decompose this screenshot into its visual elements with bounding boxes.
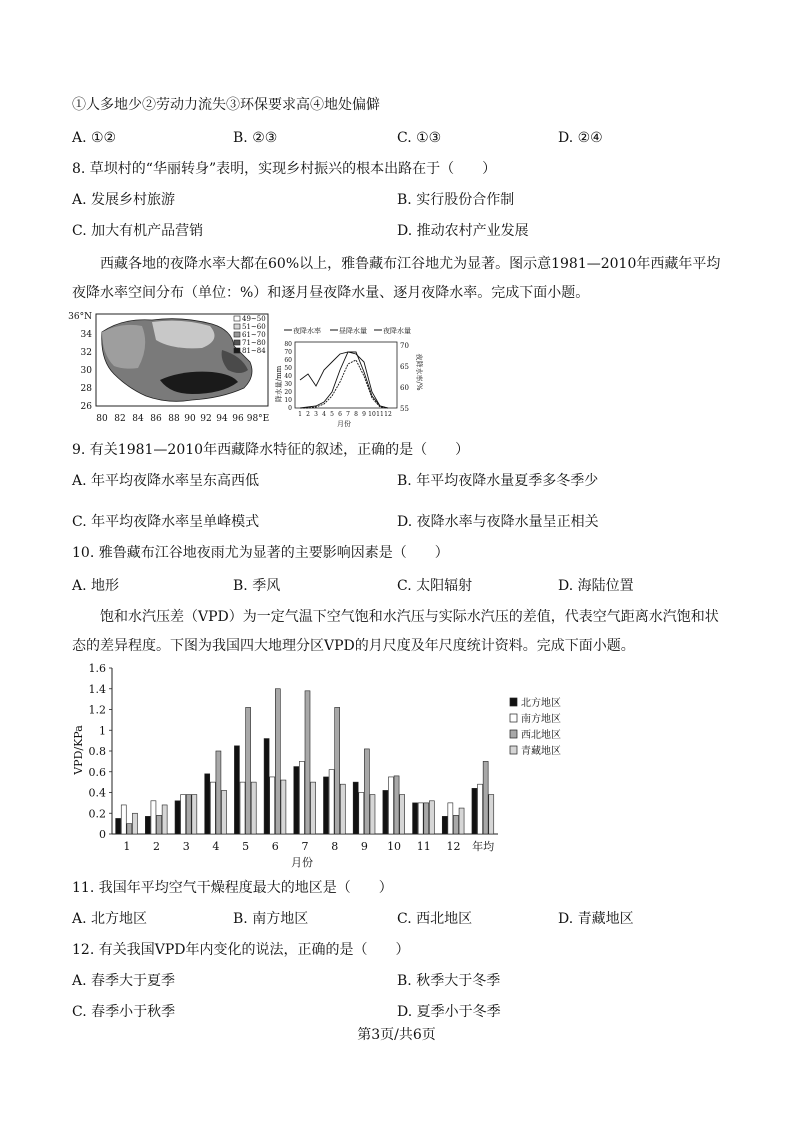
q7-option-c[interactable]: C. ①③ [397,130,442,146]
x-tick-label: 6 [271,840,279,853]
q8-option-c[interactable]: C. 加大有机产品营销 [72,223,204,239]
vpd-bar [157,815,162,834]
q8-stem: 8. 草坝村的“华丽转身”表明，实现乡村振兴的根本出路在于（ ） [72,161,497,177]
vpd-legend [510,696,561,757]
small-chart-frame [295,342,397,408]
vpd-bar [145,816,150,834]
q12-option-c[interactable]: C. 春季小于秋季 [72,1004,176,1020]
legend-label: 西北地区 [521,730,561,741]
vpd-bar [429,801,434,834]
vpd-bar [383,790,388,834]
vpd-bar [459,808,464,834]
y-tick-label: 1.6 [88,662,106,675]
q11-option-d[interactable]: D. 青藏地区 [558,911,634,927]
legend-swatch [234,348,240,353]
lon-tick: 98°E [246,414,270,424]
vpd-bar [400,795,405,834]
tick: 0 [288,405,292,412]
vpd-bar [311,782,316,834]
tick: 1 [298,411,302,418]
tick: 70 [284,349,292,356]
x-tick-label: 8 [331,840,339,853]
night-precip-line [300,360,388,408]
x-tick-label: 2 [153,840,161,853]
vpd-bar [151,801,156,834]
map-legend [234,315,266,355]
vpd-bar [162,805,167,834]
y-tick-label: 0.8 [88,745,106,758]
vpd-bar [364,749,369,834]
vpd-bar [394,776,399,834]
tick: 6 [338,411,342,418]
map-lon-ticks [96,414,269,424]
tick: 60 [400,384,409,392]
vpd-bar [353,782,358,834]
tibet-monthly-precip-chart [274,322,422,428]
tick: 7 [346,411,350,418]
y-tick-label: 1.4 [88,682,106,696]
page-footer: 第3页/共6页 [357,1027,436,1043]
vpd-bar [294,767,299,834]
vpd-x-label: 月份 [291,856,313,869]
vpd-bar [359,793,364,835]
x-label: 月份 [337,420,351,428]
q10-option-a[interactable]: A. 地形 [72,578,120,594]
tick: 80 [284,341,292,348]
tick: 9 [362,411,366,418]
legend-label: 青藏地区 [521,746,561,757]
y-left-label: 降水量/mm [275,365,283,403]
vpd-bar [270,777,275,834]
tick: 55 [400,405,409,413]
y-tick-label: 0 [99,828,106,841]
lon-tick: 80 [96,414,108,424]
vpd-bar [299,761,304,834]
legend-swatch [234,332,240,337]
legend-label: 71~80 [242,339,266,347]
q12-option-b[interactable]: B. 秋季大于冬季 [397,973,501,989]
x-tick-label: 4 [212,840,220,853]
q9-stem: 9. 有关1981—2010年西藏降水特征的叙述，正确的是（ ） [72,442,470,458]
q8-option-a[interactable]: A. 发展乡村旅游 [72,192,176,208]
legend-swatch [234,340,240,345]
q10-option-b[interactable]: B. 季风 [233,578,281,594]
vpd-bar [489,795,494,834]
tick: 10 [284,397,292,404]
q8-option-b[interactable]: B. 实行股份合作制 [397,192,515,208]
tick: 12 [384,411,392,418]
x-tick-label: 10 [387,840,402,853]
vpd-bar-chart [72,660,561,872]
vpd-bar [472,788,477,834]
tick: 20 [284,389,292,396]
lon-tick: 82 [114,414,126,424]
vpd-bar [251,782,256,834]
vpd-bar [335,707,340,834]
q11-option-b[interactable]: B. 南方地区 [233,911,309,927]
q11-stem: 11. 我国年平均空气干燥程度最大的地区是（ ） [72,880,393,896]
tick: 50 [284,365,292,372]
tick: 10 [368,411,376,418]
lon-tick: 96 [232,414,244,424]
lon-tick: 86 [150,414,162,424]
y-tick-label: 0.4 [88,786,106,800]
q7-option-b[interactable]: B. ②③ [233,130,278,146]
vpd-bar [388,777,393,834]
legend-label: 南方地区 [521,714,561,725]
legend-swatch [510,746,517,754]
y-left-ticks [284,341,292,412]
passage-vpd: 饱和水汽压差（VPD）为一定气温下空气饱和水汽压与实际水汽压的差值，代表空气距离水汽饱和状态的差异程度。下图为我国四大地理分区VPD的月尺度及年尺度统计资料。完成下面小题。 [72,609,719,654]
q9-option-d[interactable]: D. 夜降水率与夜降水量呈正相关 [397,514,599,530]
vpd-bar [127,824,132,834]
q12-option-a[interactable]: A. 春季大于夏季 [72,973,176,989]
legend-swatch [234,324,240,329]
tick: 40 [284,373,292,380]
q7-option-a[interactable]: A. ①② [72,130,117,146]
vpd-bar [275,689,280,834]
legend-swatch [510,714,517,722]
x-tick-label: 12 [446,840,461,853]
legend-label: 61~70 [242,331,266,339]
vpd-bar [222,790,227,834]
vpd-bar [132,813,137,834]
y-right-label: 夜降水率/% [415,353,423,391]
q7-option-d[interactable]: D. ②④ [558,130,603,146]
vpd-bar [418,803,423,834]
q9-option-b[interactable]: B. 年平均夜降水量夏季多冬季少 [397,473,599,489]
lon-tick: 90 [184,414,196,424]
vpd-bar [210,782,215,834]
vpd-bar [424,803,429,834]
vpd-bar [329,770,334,834]
vpd-bar [181,795,186,834]
vpd-bar [121,805,126,834]
vpd-bar [448,803,453,834]
legend-label: 51~60 [242,323,266,331]
y-tick-label: 0.2 [88,807,106,821]
vpd-y-label: VPD/KPa [72,725,85,775]
q9-option-a[interactable]: A. 年平均夜降水率呈东高西低 [72,473,260,489]
q9-option-c[interactable]: C. 年平均夜降水率呈单峰模式 [72,514,260,530]
vpd-bar [192,795,197,834]
legend-label: 81~84 [242,347,266,355]
q8-option-d[interactable]: D. 推动农村产业发展 [397,223,529,239]
vpd-x-ticks [123,839,494,853]
x-tick-label: 年均 [472,840,495,853]
vpd-bar [186,795,191,834]
legend-swatch [510,730,517,738]
q10-stem: 10. 雅鲁藏布江谷地夜雨尤为显著的主要影响因素是（ ） [72,545,449,561]
q12-stem: 12. 有关我国VPD年内变化的说法，正确的是（ ） [72,942,410,958]
vpd-y-ticks [89,662,499,841]
y-right-ticks [400,342,409,413]
lat-tick: 26 [80,402,92,412]
tick: 30 [284,381,292,388]
vpd-bars [116,689,494,834]
vpd-bar [305,691,310,834]
vpd-bar [483,761,488,834]
vpd-bar [370,795,375,834]
tick: 11 [376,411,384,418]
vpd-bar [478,784,483,834]
x-ticks [298,411,392,418]
lon-tick: 94 [216,414,228,424]
day-precip-line [300,352,388,408]
vpd-bar [413,803,418,834]
legend-label: 北方地区 [521,698,561,709]
x-tick-label: 5 [242,840,250,853]
lon-tick: 92 [200,414,212,424]
passage-tibet: 西藏各地的夜降水率大都在60%以上，雅鲁藏布江谷地尤为显著。图示意1981—2010年西藏年平均夜降水率空间分布（单位：%）和逐月昼夜降水量、逐月夜降水率。完成下面小题。 [72,256,721,301]
map-lat-ticks [68,312,92,412]
lat-tick: 32 [80,348,92,358]
tick: 65 [400,363,409,371]
x-tick-label: 1 [123,840,131,853]
vpd-bar [240,782,245,834]
legend-swatch [510,698,517,706]
q10-option-d[interactable]: D. 海陆位置 [558,578,634,594]
tick: 5 [330,411,334,418]
vpd-bar [281,780,286,834]
vpd-bar [116,818,121,834]
legend-day-precip: 昼降水量 [339,327,367,335]
vpd-bar [340,784,345,834]
tick: 70 [400,342,409,350]
x-tick-label: 7 [301,840,309,853]
tick: 8 [354,411,358,418]
y-tick-label: 1 [99,724,106,738]
q11-option-c[interactable]: C. 西北地区 [397,911,473,927]
vpd-bar [453,815,458,834]
q12-option-d[interactable]: D. 夏季小于冬季 [397,1004,501,1020]
vpd-bar [216,751,221,834]
lat-tick: 36°N [68,312,92,322]
q10-option-c[interactable]: C. 太阳辐射 [397,578,473,594]
legend-swatch [234,316,240,321]
tick: 60 [284,357,292,364]
tibet-night-rain-map [68,310,272,428]
legend-label: 49~50 [242,315,266,323]
lon-tick: 84 [132,414,144,424]
legend-night-rate: 夜降水率 [293,327,321,335]
vpd-bar [323,777,328,834]
y-tick-label: 1.2 [88,703,106,717]
legend-night-precip: 夜降水量 [383,327,411,335]
vpd-bar [264,739,269,834]
vpd-bar [246,707,251,834]
x-tick-label: 3 [182,840,190,853]
small-chart-legend [284,326,411,335]
vpd-bar [175,801,180,834]
vpd-bar [442,816,447,834]
tick: 2 [306,411,310,418]
vpd-bar [205,774,210,834]
x-tick-label: 9 [360,840,368,853]
vpd-bar [234,746,239,834]
lat-tick: 34 [80,330,92,340]
tick: 4 [322,411,326,418]
q11-option-a[interactable]: A. 北方地区 [72,911,148,927]
lon-tick: 88 [168,414,180,424]
q7-items: ①人多地少②劳动力流失③环保要求高④地处偏僻 [72,97,380,113]
x-tick-label: 11 [416,840,431,853]
lat-tick: 28 [80,384,92,394]
y-tick-label: 0.6 [88,765,106,779]
tick: 3 [314,411,318,418]
lat-tick: 30 [80,366,92,376]
